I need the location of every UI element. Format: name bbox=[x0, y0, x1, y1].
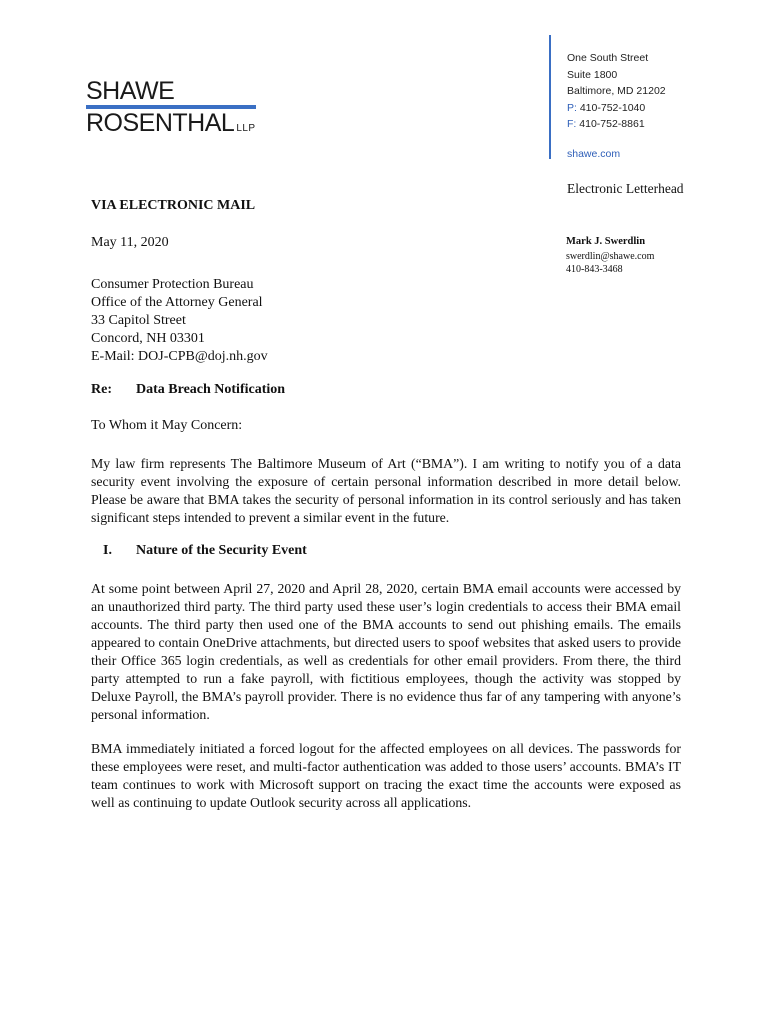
recipient-line: Concord, NH 03301 bbox=[91, 331, 205, 346]
phone-label: P: bbox=[567, 101, 577, 114]
sender-name: Mark J. Swerdlin bbox=[566, 236, 646, 247]
firm-logo-line1: SHAWE bbox=[86, 77, 175, 105]
firm-address-block bbox=[567, 50, 666, 133]
recipient-line: 33 Capitol Street bbox=[91, 313, 186, 328]
event-paragraph-1: At some point between April 27, 2020 and April 28, 2020, certain BMA email accounts were accessed by an unauthorized third party. The third party used these user’s login credentials to access their BMA email accounts. The third party then used one of the BMA accounts to send out phishing emails. The emails appeared to contain OneDrive attachments, but directed users to spoof websites that asked users to provide their Office 365 login credentials, as well as credentials for other email providers. From there, the third party attempted to run a fake payroll, with fictitious employees, though the activity was stopped by Deluxe Payroll, the BMA’s payroll provider. There is no evidence thus far of any tampering with anyone’s personal information. bbox=[91, 581, 681, 722]
firm-phone bbox=[567, 100, 666, 117]
firm-name-rosenthal: ROSENTHAL bbox=[86, 109, 235, 137]
recipient-line: Office of the Attorney General bbox=[91, 295, 263, 310]
letterhead-note: Electronic Letterhead bbox=[567, 181, 684, 196]
address-city: Baltimore, MD 21202 bbox=[567, 85, 666, 97]
fax-number: 410-752-8861 bbox=[579, 118, 645, 130]
letterhead-divider bbox=[549, 35, 551, 159]
section-title: Nature of the Security Event bbox=[136, 543, 307, 558]
recipient-line: Consumer Protection Bureau bbox=[91, 277, 254, 292]
recipient-block bbox=[91, 276, 268, 366]
event-paragraph-2: BMA immediately initiated a forced logout for the affected employees on all devices. The passwords for these employees were reset, and multi-factor authentication was added to those users’ accounts. BMA’s IT team continues to work with Microsoft support on tracing the exact time the accounts were exposed as well as continuing to update Outlook security across all applications. bbox=[91, 741, 681, 810]
re-label: Re: bbox=[91, 382, 112, 397]
firm-fax bbox=[567, 116, 666, 133]
firm-logo-line2 bbox=[86, 110, 256, 142]
phone-number: 410-752-1040 bbox=[579, 101, 646, 114]
address-street: One South Street bbox=[567, 52, 649, 64]
salutation: To Whom it May Concern: bbox=[91, 418, 243, 433]
section-number: I. bbox=[103, 543, 112, 558]
fax-label: F: bbox=[567, 118, 577, 130]
sender-phone: 410-843-3468 bbox=[566, 264, 623, 275]
subject-line: Data Breach Notification bbox=[136, 382, 286, 397]
firm-website-link[interactable]: shawe.com bbox=[567, 148, 621, 160]
delivery-method: VIA ELECTRONIC MAIL bbox=[91, 198, 256, 213]
intro-paragraph: My law firm represents The Baltimore Museum of Art (“BMA”). I am writing to notify you of a data security event involving the exposure of certain personal information described in more detail below. Please be aware that BMA takes the security of personal information in its control seriously and has taken significant steps intended to prevent a similar event in the future. bbox=[91, 456, 681, 525]
sender-email[interactable]: swerdlin@shawe.com bbox=[566, 251, 655, 262]
letter-date: May 11, 2020 bbox=[91, 235, 169, 250]
address-suite: Suite 1800 bbox=[567, 68, 618, 81]
firm-suffix: LLP bbox=[236, 123, 256, 134]
recipient-email: E-Mail: DOJ-CPB@doj.nh.gov bbox=[91, 349, 268, 364]
